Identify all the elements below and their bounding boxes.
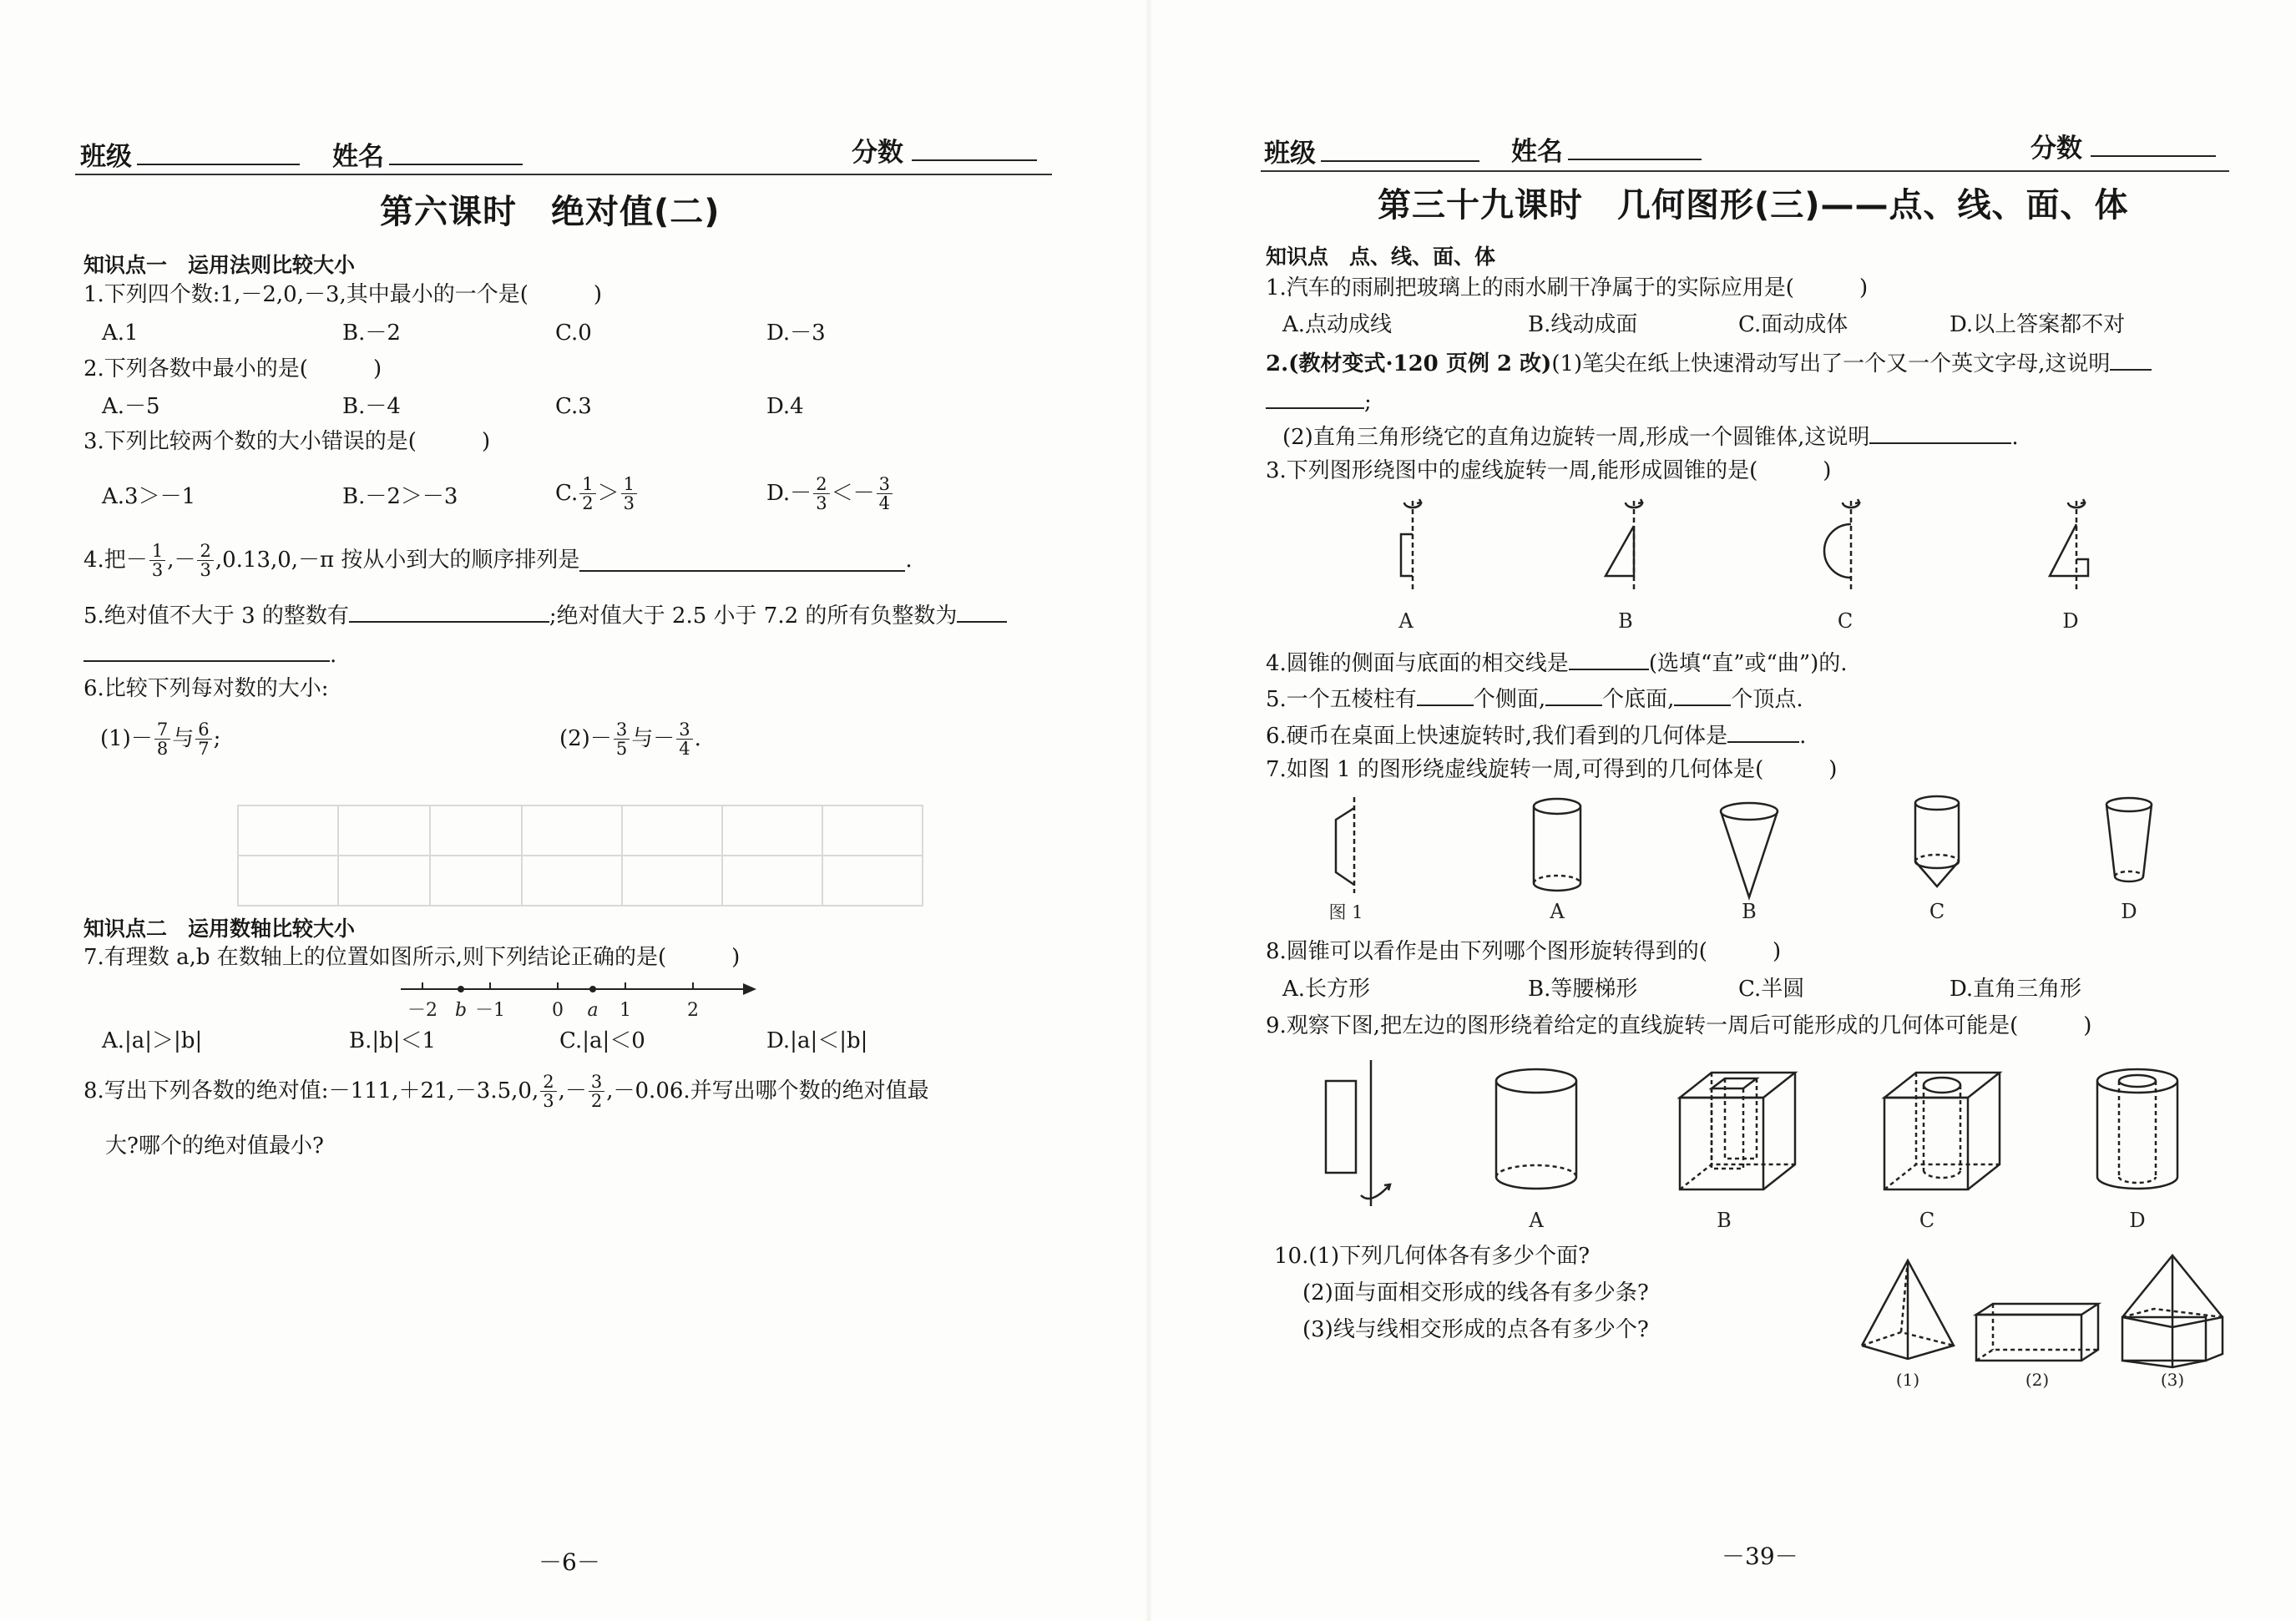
q3c-prefix: C. xyxy=(555,481,579,506)
rectangular-prism xyxy=(1976,1304,2098,1361)
figure-label: B xyxy=(1717,1209,1732,1232)
cylinder xyxy=(1534,799,1580,891)
denominator: 2 xyxy=(590,1090,603,1111)
figure-b xyxy=(1606,499,1642,593)
page-gutter xyxy=(1145,0,1152,1621)
cylinder-with-cone xyxy=(1915,796,1959,886)
answer-blank[interactable] xyxy=(349,599,549,623)
answer-blank[interactable] xyxy=(1869,421,2011,444)
question-9: 9.观察下图,把左边的图形绕着给定的直线旋转一周后可能形成的几何体可能是( ) xyxy=(1266,1013,2092,1038)
q6p1-prefix: (1)－ xyxy=(100,726,153,751)
score-label: 分数 xyxy=(852,138,903,168)
numerator: 1 xyxy=(621,475,637,494)
q4-text: ,0.13,0,－π 按从小到大的顺序排列是 xyxy=(215,548,580,573)
q4-end: . xyxy=(905,548,913,573)
figure-d xyxy=(2050,499,2088,593)
answer-blank[interactable] xyxy=(1569,647,1649,670)
rotation-figure xyxy=(1326,1060,1390,1206)
denominator: 4 xyxy=(679,738,690,759)
figure-label: B xyxy=(1618,609,1633,633)
numerator: 3 xyxy=(877,475,893,494)
question-1: 1.汽车的雨刷把玻璃上的雨水刷干净属于的实际应用是( ) xyxy=(1266,275,1869,300)
fraction xyxy=(621,475,637,513)
question-4 xyxy=(83,531,913,589)
solid-cylinder xyxy=(1496,1069,1576,1189)
axis-label: b xyxy=(454,1000,468,1021)
fraction xyxy=(197,542,213,579)
class-blank[interactable] xyxy=(137,142,300,165)
q1-option-b[interactable]: B.线动成面 xyxy=(1528,312,1638,337)
class-label: 班级 xyxy=(80,142,132,172)
figure-label: A xyxy=(1529,1209,1544,1232)
page-title: 第六课时 绝对值(二) xyxy=(380,193,721,231)
section-heading-2: 知识点二 运用数轴比较大小 xyxy=(83,917,356,941)
q7-figures xyxy=(1311,793,2229,943)
page-number: －39－ xyxy=(1722,1543,1798,1570)
numerator: 6 xyxy=(195,720,211,740)
q6p2-mid: 与－ xyxy=(631,726,675,751)
q2-part-2 xyxy=(1282,421,2019,452)
figure-label: B xyxy=(1742,900,1757,923)
answer-blank[interactable] xyxy=(1727,720,1799,743)
class-label: 班级 xyxy=(1264,139,1316,169)
q4-sep: ,－ xyxy=(167,548,196,573)
header-rule xyxy=(1261,170,2229,172)
q1-option-c[interactable]: C.0 xyxy=(555,321,592,346)
answer-blank[interactable] xyxy=(1545,683,1602,706)
figure-label: 图 1 xyxy=(1328,902,1363,922)
denominator: 3 xyxy=(151,559,164,580)
q2-end: ; xyxy=(1364,390,1372,415)
denominator: 3 xyxy=(816,492,827,513)
page-number: －6－ xyxy=(539,1548,600,1576)
q2-option-b[interactable]: B.－4 xyxy=(342,394,401,419)
numerator: 2 xyxy=(540,1073,556,1092)
figure-label: (3) xyxy=(2160,1370,2185,1390)
box-with-square-hole xyxy=(1680,1073,1795,1189)
q3c-relation: ＞ xyxy=(597,481,620,506)
q5-text2: ;绝对值大于 2.5 小于 7.2 的所有负整数为 xyxy=(549,603,958,629)
q3-option-b[interactable]: B.－2＞－3 xyxy=(342,484,458,509)
fraction xyxy=(579,475,595,513)
question-3: 3.下列图形绕图中的虚线旋转一周,能形成圆锥的是( ) xyxy=(1266,458,1832,483)
axis-label: 2 xyxy=(687,1000,699,1021)
denominator: 3 xyxy=(623,492,635,513)
fraction xyxy=(540,1073,556,1110)
name-field xyxy=(1511,130,1702,168)
answer-blank[interactable] xyxy=(957,599,1007,623)
q6p2-end: . xyxy=(694,726,701,751)
question-10: 10.(1)下列几何体各有多少个面? xyxy=(1274,1244,1591,1269)
question-2 xyxy=(1266,347,2152,378)
q7-option-a[interactable]: A.|a|＞|b| xyxy=(102,1028,203,1053)
number-line xyxy=(392,977,760,1027)
denominator: 5 xyxy=(615,738,628,759)
axis-arrow xyxy=(743,983,756,995)
q5-b: 个侧面, xyxy=(1473,687,1546,712)
q2-p2-text: (2)直角三角形绕它的直角边旋转一周,形成一个圆锥体,这说明 xyxy=(1282,425,1870,450)
question-3: 3.下列比较两个数的大小错误的是( ) xyxy=(83,429,491,454)
figure-label: D xyxy=(2121,900,2137,923)
fraction xyxy=(813,475,829,513)
numerator: 1 xyxy=(149,542,165,561)
name-label: 姓名 xyxy=(1511,137,1563,167)
q6p2-prefix: (2)－ xyxy=(559,726,612,751)
q7-option-d[interactable]: D.|a|＜|b| xyxy=(766,1028,868,1053)
question-4 xyxy=(1266,647,1848,678)
answer-blank[interactable] xyxy=(1266,386,1364,409)
q6-part-1 xyxy=(100,710,220,768)
figure-label: A xyxy=(1398,609,1414,633)
name-field xyxy=(332,135,523,173)
q3-option-d[interactable] xyxy=(766,464,894,523)
denominator: 7 xyxy=(198,738,210,759)
figure-label: C xyxy=(1919,1209,1935,1232)
q9-figures xyxy=(1302,1060,2221,1235)
q8-option-b[interactable]: B.等腰梯形 xyxy=(1528,977,1638,1002)
q5-c: 个底面, xyxy=(1602,687,1675,712)
question-8: 8.圆锥可以看作是由下列哪个图形旋转得到的( ) xyxy=(1266,939,1782,964)
fraction xyxy=(676,720,692,758)
q7-option-c[interactable]: C.|a|＜0 xyxy=(559,1028,645,1053)
q6p1-end: ; xyxy=(213,726,221,751)
class-field xyxy=(80,135,300,173)
q5-d: 个顶点. xyxy=(1731,687,1803,712)
fraction xyxy=(149,542,165,579)
figure-label: (2) xyxy=(2025,1370,2050,1390)
figure-label: D xyxy=(2129,1209,2146,1232)
q3-option-c[interactable] xyxy=(555,464,639,523)
numerator: 1 xyxy=(579,475,595,494)
left-page xyxy=(0,0,1119,1621)
score-label: 分数 xyxy=(2030,134,2082,164)
answer-blank[interactable] xyxy=(83,639,330,662)
q8-prefix: 8.写出下列各数的绝对值:－111,＋21,－3.5,0, xyxy=(83,1078,539,1103)
q4-text2: (选填“直”或“曲”)的. xyxy=(1648,651,1848,676)
q10-part-3: (3)线与线相交形成的点各有多少个? xyxy=(1302,1317,1649,1342)
numerator: 2 xyxy=(813,475,829,494)
q6-part-2 xyxy=(559,710,701,768)
q4-prefix: 4.把－ xyxy=(83,548,148,573)
q8-option-a[interactable]: A.长方形 xyxy=(1282,977,1371,1002)
q3-figures xyxy=(1378,492,2213,634)
q5-line2 xyxy=(83,639,336,669)
q3d-prefix: D.－ xyxy=(766,481,812,506)
q8-option-d[interactable]: D.直角三角形 xyxy=(1950,977,2082,1002)
numerator: 3 xyxy=(676,720,692,740)
fraction xyxy=(614,720,630,758)
denominator: 2 xyxy=(582,492,594,513)
q10-figures xyxy=(1858,1252,2225,1398)
question-5 xyxy=(83,599,1007,630)
fraction xyxy=(154,720,170,758)
question-2: 2.下列各数中最小的是( ) xyxy=(83,356,382,381)
q2-option-c[interactable]: C.3 xyxy=(555,394,592,419)
fraction xyxy=(195,720,211,758)
figure-label: C xyxy=(1837,609,1853,633)
q1-option-d[interactable]: D.以上答案都不对 xyxy=(1950,312,2126,337)
figure-label: (1) xyxy=(1895,1370,1920,1390)
axis-label: a xyxy=(587,1000,599,1021)
question-8 xyxy=(83,1062,929,1120)
bleed-through-grid xyxy=(238,805,923,910)
score-blank[interactable] xyxy=(2091,134,2216,157)
score-field xyxy=(2030,127,2216,164)
axis-label: 1 xyxy=(620,1000,631,1021)
answer-blank[interactable] xyxy=(1674,683,1731,706)
name-label: 姓名 xyxy=(332,142,384,172)
q8-suffix: ,－0.06.并写出哪个数的绝对值最 xyxy=(606,1078,929,1103)
figure-a xyxy=(1401,499,1421,593)
name-blank[interactable] xyxy=(1568,137,1702,160)
q1-option-c[interactable]: C.面动成体 xyxy=(1738,312,1848,337)
denominator: 8 xyxy=(156,738,169,759)
right-page xyxy=(1227,0,2296,1621)
figure-label: D xyxy=(2062,609,2079,633)
q8-sep: ,－ xyxy=(558,1078,587,1103)
score-blank[interactable] xyxy=(912,138,1037,161)
q2-p2-end: . xyxy=(2011,425,2019,450)
question-5 xyxy=(1266,683,1803,714)
question-6: 6.比较下列每对数的大小: xyxy=(83,676,329,701)
q3-option-a[interactable]: A.3＞－1 xyxy=(102,484,196,509)
axis-label: －2 xyxy=(407,1000,437,1021)
point-b xyxy=(458,986,464,992)
box-with-round-hole xyxy=(1884,1073,2000,1189)
q2-text: (1)笔尖在纸上快速滑动写出了一个又一个英文字母,这说明 xyxy=(1551,351,2111,376)
header-rule xyxy=(75,174,1052,175)
answer-blank[interactable] xyxy=(1417,683,1474,706)
q6p1-mid: 与 xyxy=(172,726,195,751)
q6-text: 6.硬币在桌面上快速旋转时,我们看到的几何体是 xyxy=(1266,724,1728,749)
answer-blank[interactable] xyxy=(579,548,905,572)
section-heading: 知识点一 运用法则比较大小 xyxy=(83,253,356,277)
q2-option-d[interactable]: D.4 xyxy=(766,394,804,419)
q6-end: . xyxy=(1799,724,1807,749)
answer-blank[interactable] xyxy=(2110,347,2152,371)
hollow-cylinder xyxy=(2097,1069,2177,1189)
denominator: 4 xyxy=(878,492,890,513)
page-title: 第三十九课时 几何图形(三)——点、线、面、体 xyxy=(1378,186,2129,225)
denominator: 3 xyxy=(200,559,211,580)
q8-line2: 大?哪个的绝对值最小? xyxy=(105,1134,324,1159)
cone xyxy=(1721,803,1778,897)
q4-text: 4.圆锥的侧面与底面的相交线是 xyxy=(1266,651,1569,676)
q10-part-2: (2)面与面相交形成的线各有多少条? xyxy=(1302,1280,1649,1305)
q2-source: 2.(教材变式·120 页例 2 改) xyxy=(1266,351,1552,376)
question-7: 7.如图 1 的图形绕虚线旋转一周,可得到的几何体是( ) xyxy=(1266,757,1838,782)
frustum xyxy=(2106,798,2152,881)
fraction xyxy=(877,475,893,513)
axis-label: 0 xyxy=(552,1000,564,1021)
question-6 xyxy=(1266,720,1806,750)
q2-line2 xyxy=(1266,386,1372,417)
q5-a: 5.一个五棱柱有 xyxy=(1266,687,1417,712)
point-a xyxy=(589,986,596,992)
question-7: 7.有理数 a,b 在数轴上的位置如图所示,则下列结论正确的是( ) xyxy=(83,945,741,970)
numerator: 3 xyxy=(589,1073,604,1092)
numerator: 3 xyxy=(614,720,630,740)
numerator: 2 xyxy=(197,542,213,561)
q1-option-b[interactable]: B.－2 xyxy=(342,321,401,346)
q8-option-c[interactable]: C.半圆 xyxy=(1738,977,1805,1002)
q5-text: 5.绝对值不大于 3 的整数有 xyxy=(83,603,349,629)
prism-with-pyramid xyxy=(2122,1255,2223,1367)
axis-label: －1 xyxy=(475,1000,505,1021)
q7-option-b[interactable]: B.|b|＜1 xyxy=(349,1028,437,1053)
fraction xyxy=(589,1073,604,1110)
class-blank[interactable] xyxy=(1321,139,1479,162)
figure-label: A xyxy=(1550,900,1565,923)
q5-end: . xyxy=(330,643,337,668)
figure-c xyxy=(1824,499,1859,593)
score-field xyxy=(852,131,1037,169)
figure-label: C xyxy=(1929,900,1945,923)
figure-1 xyxy=(1336,797,1354,893)
numerator: 7 xyxy=(154,720,170,740)
q1-option-d[interactable]: D.－3 xyxy=(766,321,826,346)
q3d-relation: ＜－ xyxy=(831,481,875,506)
name-blank[interactable] xyxy=(389,142,523,165)
q1-option-a[interactable]: A.1 xyxy=(102,321,139,346)
q1-option-a[interactable]: A.点动成线 xyxy=(1282,312,1393,337)
section-heading: 知识点 点、线、面、体 xyxy=(1266,245,1496,269)
question-1: 1.下列四个数:1,－2,0,－3,其中最小的一个是( ) xyxy=(83,282,603,307)
denominator: 3 xyxy=(543,1090,554,1111)
q2-option-a[interactable]: A.－5 xyxy=(102,394,160,419)
pyramid xyxy=(1862,1260,1954,1359)
class-field xyxy=(1264,132,1479,169)
